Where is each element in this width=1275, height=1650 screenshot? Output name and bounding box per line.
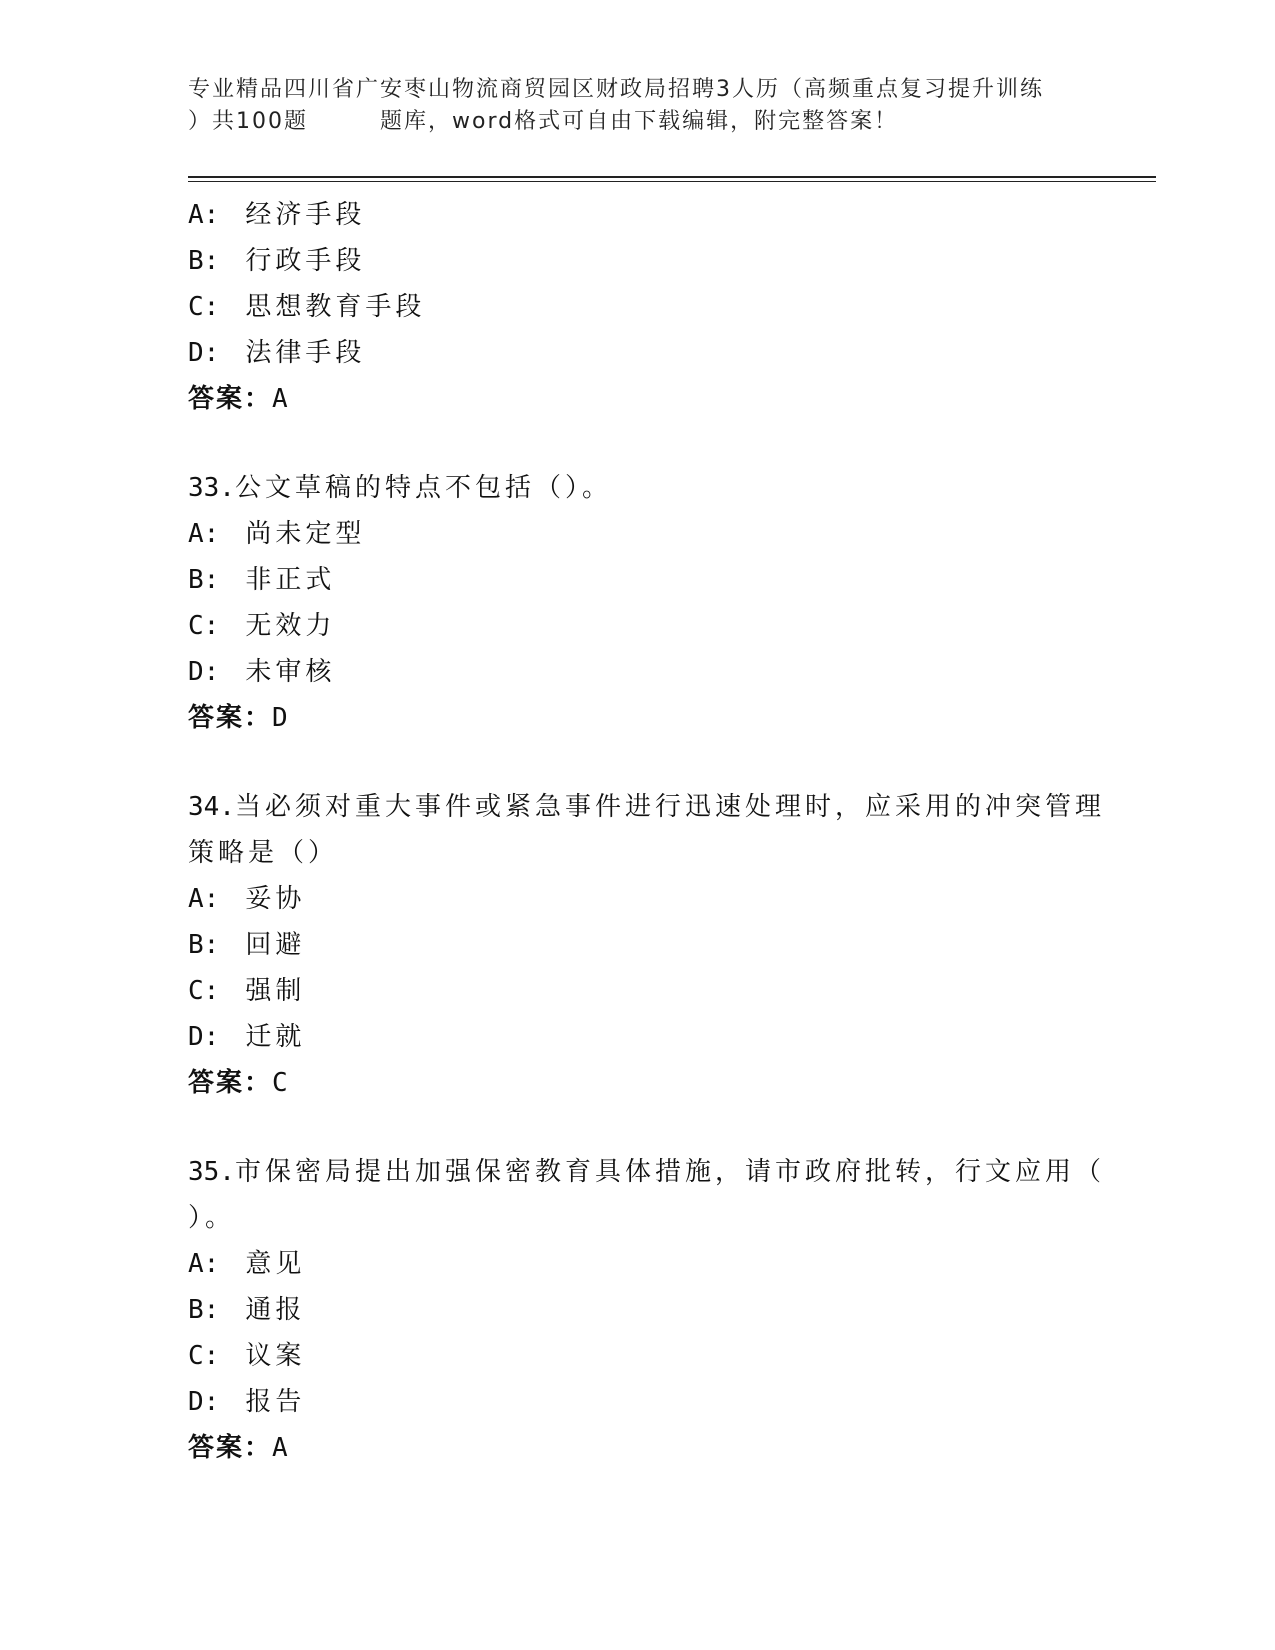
answer-line: 答案：A — [188, 384, 290, 414]
option-d: D: 法律手段 — [188, 338, 366, 368]
option-d: D: 报告 — [188, 1387, 306, 1417]
question-block-prev — [188, 192, 1088, 422]
question-text-line-2: ）。 — [188, 1203, 236, 1233]
header-divider-thick — [188, 176, 1156, 178]
header-line-1: 专业精品四川省广安枣山物流商贸园区财政局招聘3人历（高频重点复习提升训练 — [188, 77, 1044, 102]
option-a: A: 经济手段 — [188, 200, 366, 230]
question-block-34 — [188, 784, 1105, 1106]
question-block-33 — [188, 465, 1088, 741]
option-c: C: 无效力 — [188, 611, 336, 641]
option-b: B: 通报 — [188, 1295, 306, 1325]
option-c: C: 强制 — [188, 976, 306, 1006]
option-b: B: 行政手段 — [188, 246, 366, 276]
header-divider-thin — [188, 181, 1156, 182]
question-text-line-2: 策略是（） — [188, 838, 339, 868]
option-a: A: 意见 — [188, 1249, 306, 1279]
answer-line: 答案：C — [188, 1068, 290, 1098]
option-d: D: 未审核 — [188, 657, 336, 687]
option-a: A: 尚未定型 — [188, 519, 366, 549]
header-line-2-right: 题库，word格式可自由下载编辑，附完整答案！ — [380, 109, 899, 134]
option-a: A: 妥协 — [188, 884, 306, 914]
option-d: D: 迁就 — [188, 1022, 306, 1052]
question-block-35 — [188, 1149, 1105, 1471]
option-b: B: 回避 — [188, 930, 306, 960]
question-text-line-1: 35.市保密局提出加强保密教育具体措施，请市政府批转，行文应用（ — [188, 1157, 1105, 1187]
header-line-2 — [188, 106, 1088, 138]
question-text: 33.公文草稿的特点不包括（）。 — [188, 473, 612, 503]
header-line-2-left: ）共100题 — [188, 109, 308, 134]
question-text-line-1: 34.当必须对重大事件或紧急事件进行迅速处理时，应采用的冲突管理 — [188, 792, 1105, 822]
option-c: C: 议案 — [188, 1341, 306, 1371]
option-c: C: 思想教育手段 — [188, 292, 426, 322]
option-b: B: 非正式 — [188, 565, 336, 595]
question-list — [188, 192, 1105, 1471]
document-header — [188, 74, 1088, 138]
answer-line: 答案：A — [188, 1433, 290, 1463]
answer-line: 答案：D — [188, 703, 290, 733]
